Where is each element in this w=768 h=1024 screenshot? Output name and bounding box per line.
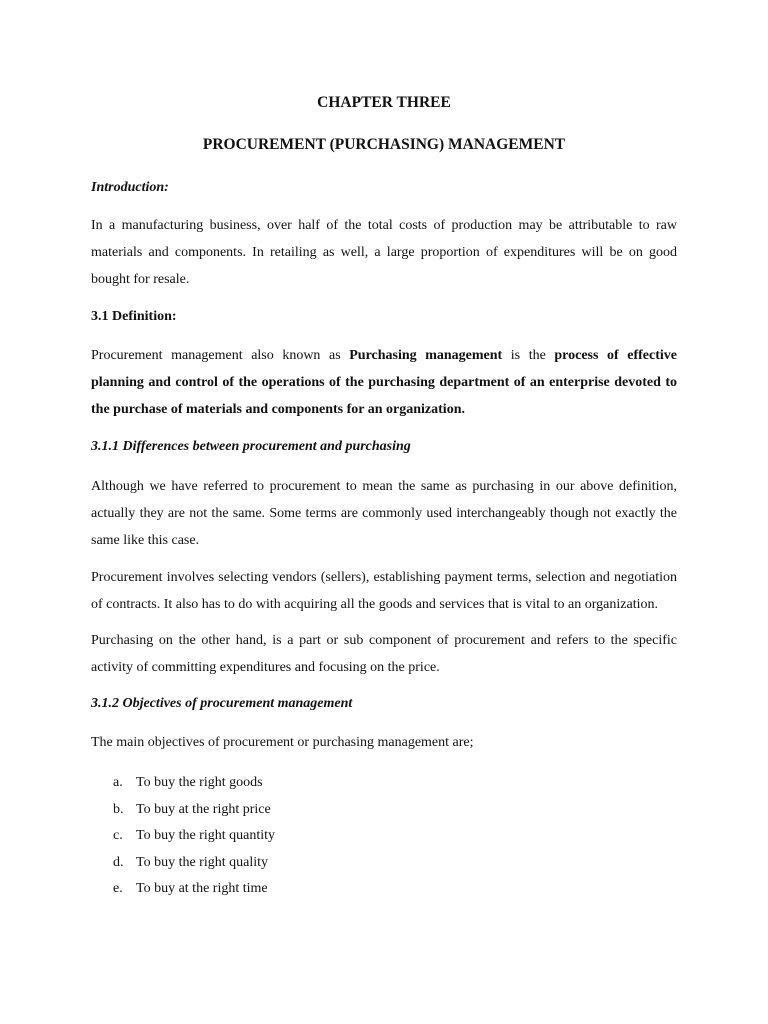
differences-heading: 3.1.1 Differences between procurement and purchasing <box>91 439 411 454</box>
list-item <box>91 770 677 797</box>
list-item <box>91 876 677 903</box>
list-item-text: To buy the right quality <box>136 854 269 870</box>
definition-statement: process of effective planning and control of the operations of the purchasing department of an enterprise devoted to the purchase of materials and components for an organization. <box>91 348 677 417</box>
list-marker: c. <box>113 828 123 843</box>
differences-paragraph-3: Purchasing on the other hand, is a part or sub component of procurement and refers to the specific activity of committing expenditures and focusing on the price. <box>91 633 677 675</box>
objectives-heading: 3.1.2 Objectives of procurement management <box>91 696 353 711</box>
differences-paragraph-2: Procurement involves selecting vendors (sellers), establishing payment terms, selection and negotiation of contracts. It also has to do with acquiring all the goods and services that is vital to an organization. <box>91 570 677 612</box>
introduction-paragraph: In a manufacturing business, over half of the total costs of production may be attributable to raw materials and components. In retailing as well, a large proportion of expenditures will be on good bought for resale. <box>91 218 677 287</box>
differences-paragraph-1: Although we have referred to procurement to mean the same as purchasing in our above definition, actually they are not the same. Some terms are commonly used interchangeably though not exactly the same like this case. <box>91 479 677 548</box>
definition-heading: 3.1 Definition: <box>91 309 177 324</box>
list-item-text: To buy the right goods <box>136 775 263 790</box>
list-item-text: To buy the right quantity <box>136 828 276 843</box>
list-item-text: To buy at the right price <box>136 801 271 817</box>
list-marker: b. <box>113 801 124 817</box>
page-content <box>91 92 677 903</box>
document-title: PROCUREMENT (PURCHASING) MANAGEMENT <box>202 136 566 153</box>
list-item <box>91 850 677 877</box>
definition-text-1: Procurement management also known as <box>91 348 350 363</box>
list-item <box>91 797 677 824</box>
definition-text-2: is the <box>502 348 555 363</box>
objectives-list <box>91 770 677 903</box>
definition-term: Purchasing management <box>349 348 503 363</box>
chapter-title: CHAPTER THREE <box>317 94 451 111</box>
definition-paragraph <box>91 342 677 423</box>
list-marker: d. <box>113 854 124 870</box>
list-item <box>91 823 677 850</box>
list-marker: e. <box>113 881 123 896</box>
list-item-text: To buy at the right time <box>136 881 268 896</box>
objectives-intro: The main objectives of procurement or purchasing management are; <box>91 735 474 750</box>
list-marker: a. <box>113 775 123 790</box>
introduction-heading: Introduction: <box>91 180 169 195</box>
